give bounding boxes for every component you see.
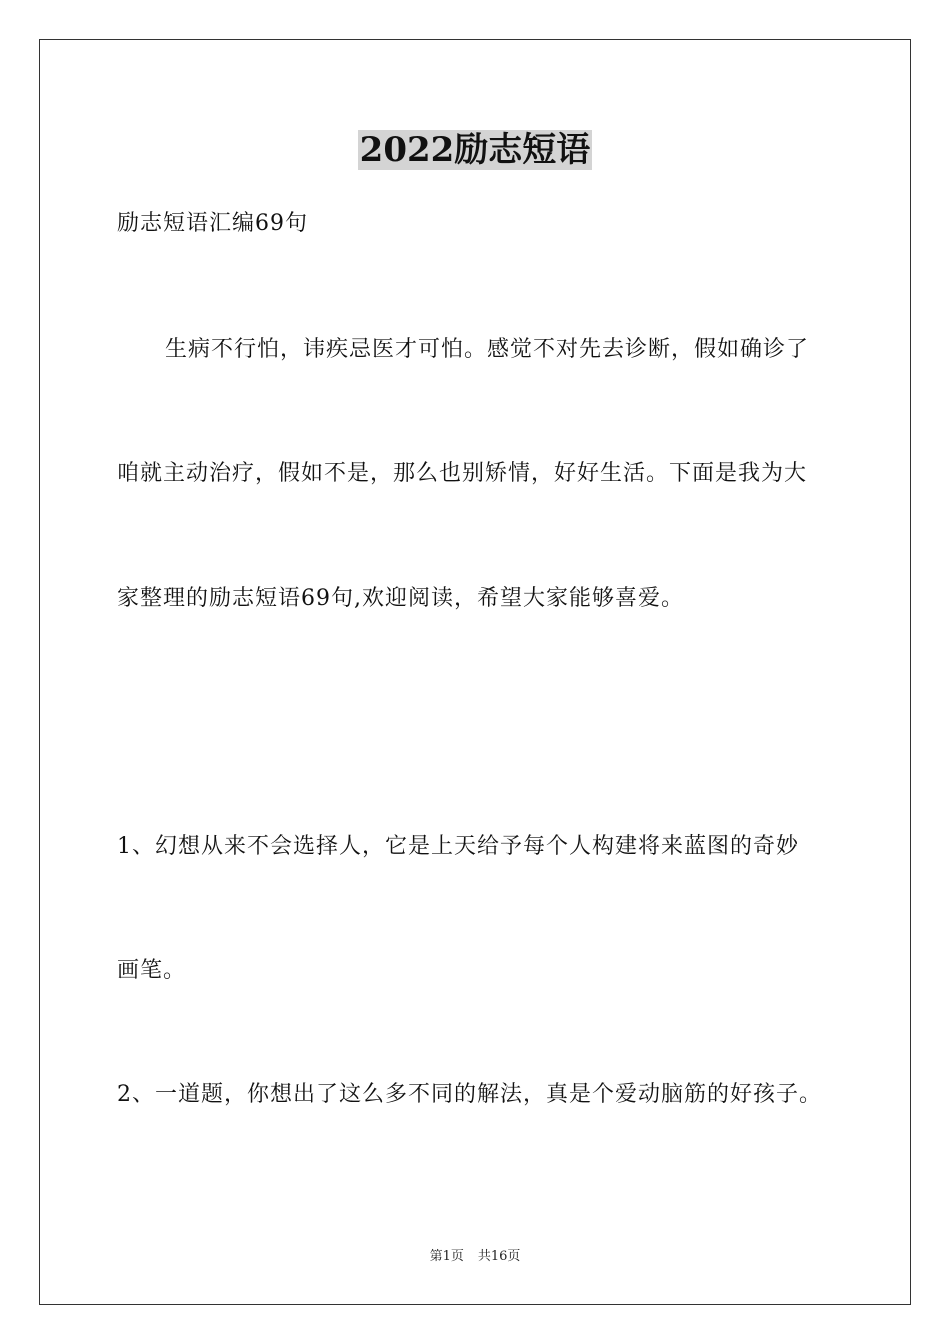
list-item-1-line-1: 1、幻想从来不会选择人，它是上天给予每个人构建将来蓝图的奇妙 bbox=[117, 834, 799, 859]
intro-line-3: 家整理的励志短语69句,欢迎阅读，希望大家能够喜爱。 bbox=[117, 586, 684, 611]
document-title bbox=[0, 128, 950, 172]
document-subtitle: 励志短语汇编69句 bbox=[117, 211, 308, 236]
page-footer bbox=[0, 1248, 950, 1266]
page-number-total: 共16页 bbox=[477, 1249, 521, 1264]
list-item-2-line-1: 2、一道题，你想出了这么多不同的解法，真是个爱动脑筋的好孩子。 bbox=[117, 1082, 822, 1107]
document-title-text: 2022励志短语 bbox=[359, 130, 591, 170]
list-item-1-line-2: 画笔。 bbox=[117, 958, 187, 983]
page-number-current: 第1页 bbox=[429, 1249, 464, 1264]
intro-line-2: 咱就主动治疗，假如不是，那么也别矫情，好好生活。下面是我为大 bbox=[117, 461, 808, 486]
intro-line-1: 生病不行怕，讳疾忌医才可怕。感觉不对先去诊断，假如确诊了 bbox=[165, 337, 810, 362]
